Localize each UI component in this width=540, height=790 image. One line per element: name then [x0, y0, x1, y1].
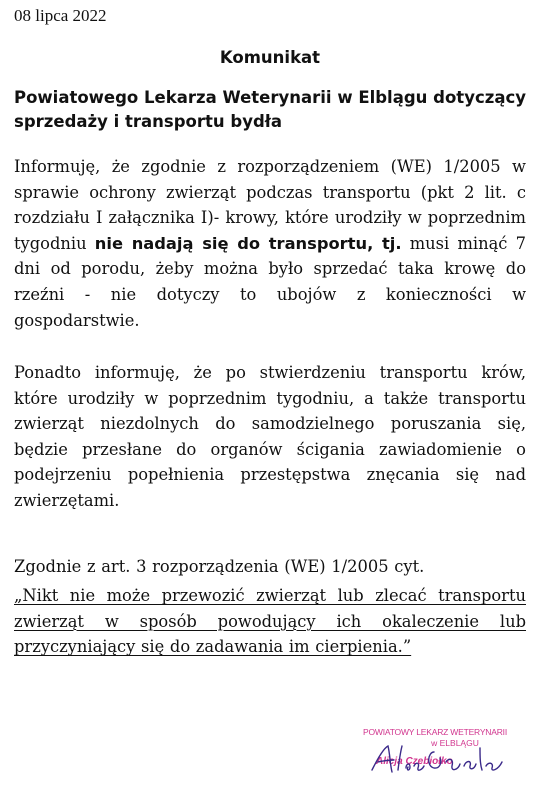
quoted-regulation: „Nikt nie może przewozić zwierząt lub zlecać transportu zwierząt w sposób powodujący ich okaleczenie lub przyczyniający się do zadawania im cierpienia.” — [14, 586, 526, 657]
document-subtitle: Powiatowego Lekarza Weterynarii w Elblągu dotyczący sprzedaży i transportu bydła — [14, 88, 526, 131]
document-title: Komunikat — [219, 48, 321, 67]
stamp-name: Alicja Czebiołko — [376, 756, 453, 767]
stamp-office: POWIATOWY LEKARZ WETERYNARII — [363, 727, 507, 737]
emphasis-text: nie nadają się do transportu, tj. — [94, 233, 402, 253]
stamp-city: w ELBLĄGU — [431, 738, 479, 748]
handwritten-signature-icon — [368, 740, 518, 780]
document-date: 08 lipca 2022 — [14, 6, 107, 25]
paragraph-citation-intro: Zgodnie z art. 3 rozporządzenia (WE) 1/2005 cyt. — [14, 557, 425, 576]
paragraph-text: musi minąć 7 dni od porodu, żeby można było sprzedać taka krowę do rzeźni - nie dotyczy to ubojów z konieczności w gospodarstwie. — [14, 233, 526, 330]
paragraph-notification: Ponadto informuję, że po stwierdzeniu transportu krów, które urodziły w poprzednim tygodniu, a także transportu zwierząt niezdolnych do samodzielnego poruszania się, będzie przesłane do organów ścigania zawiadomienie o podejrzeniu popełnienia przestępstwa znęcania się nad zwierzętami. — [14, 363, 526, 510]
paragraph-text: Informuję, że zgodnie z rozporządzeniem (WE) 1/2005 w sprawie ochrony zwierząt podczas transportu (pkt 2 lit. c rozdziału I załącznika I)- krowy, które urodziły w poprzednim tygodniu — [14, 157, 526, 253]
paragraph-transport-rule — [14, 154, 526, 333]
